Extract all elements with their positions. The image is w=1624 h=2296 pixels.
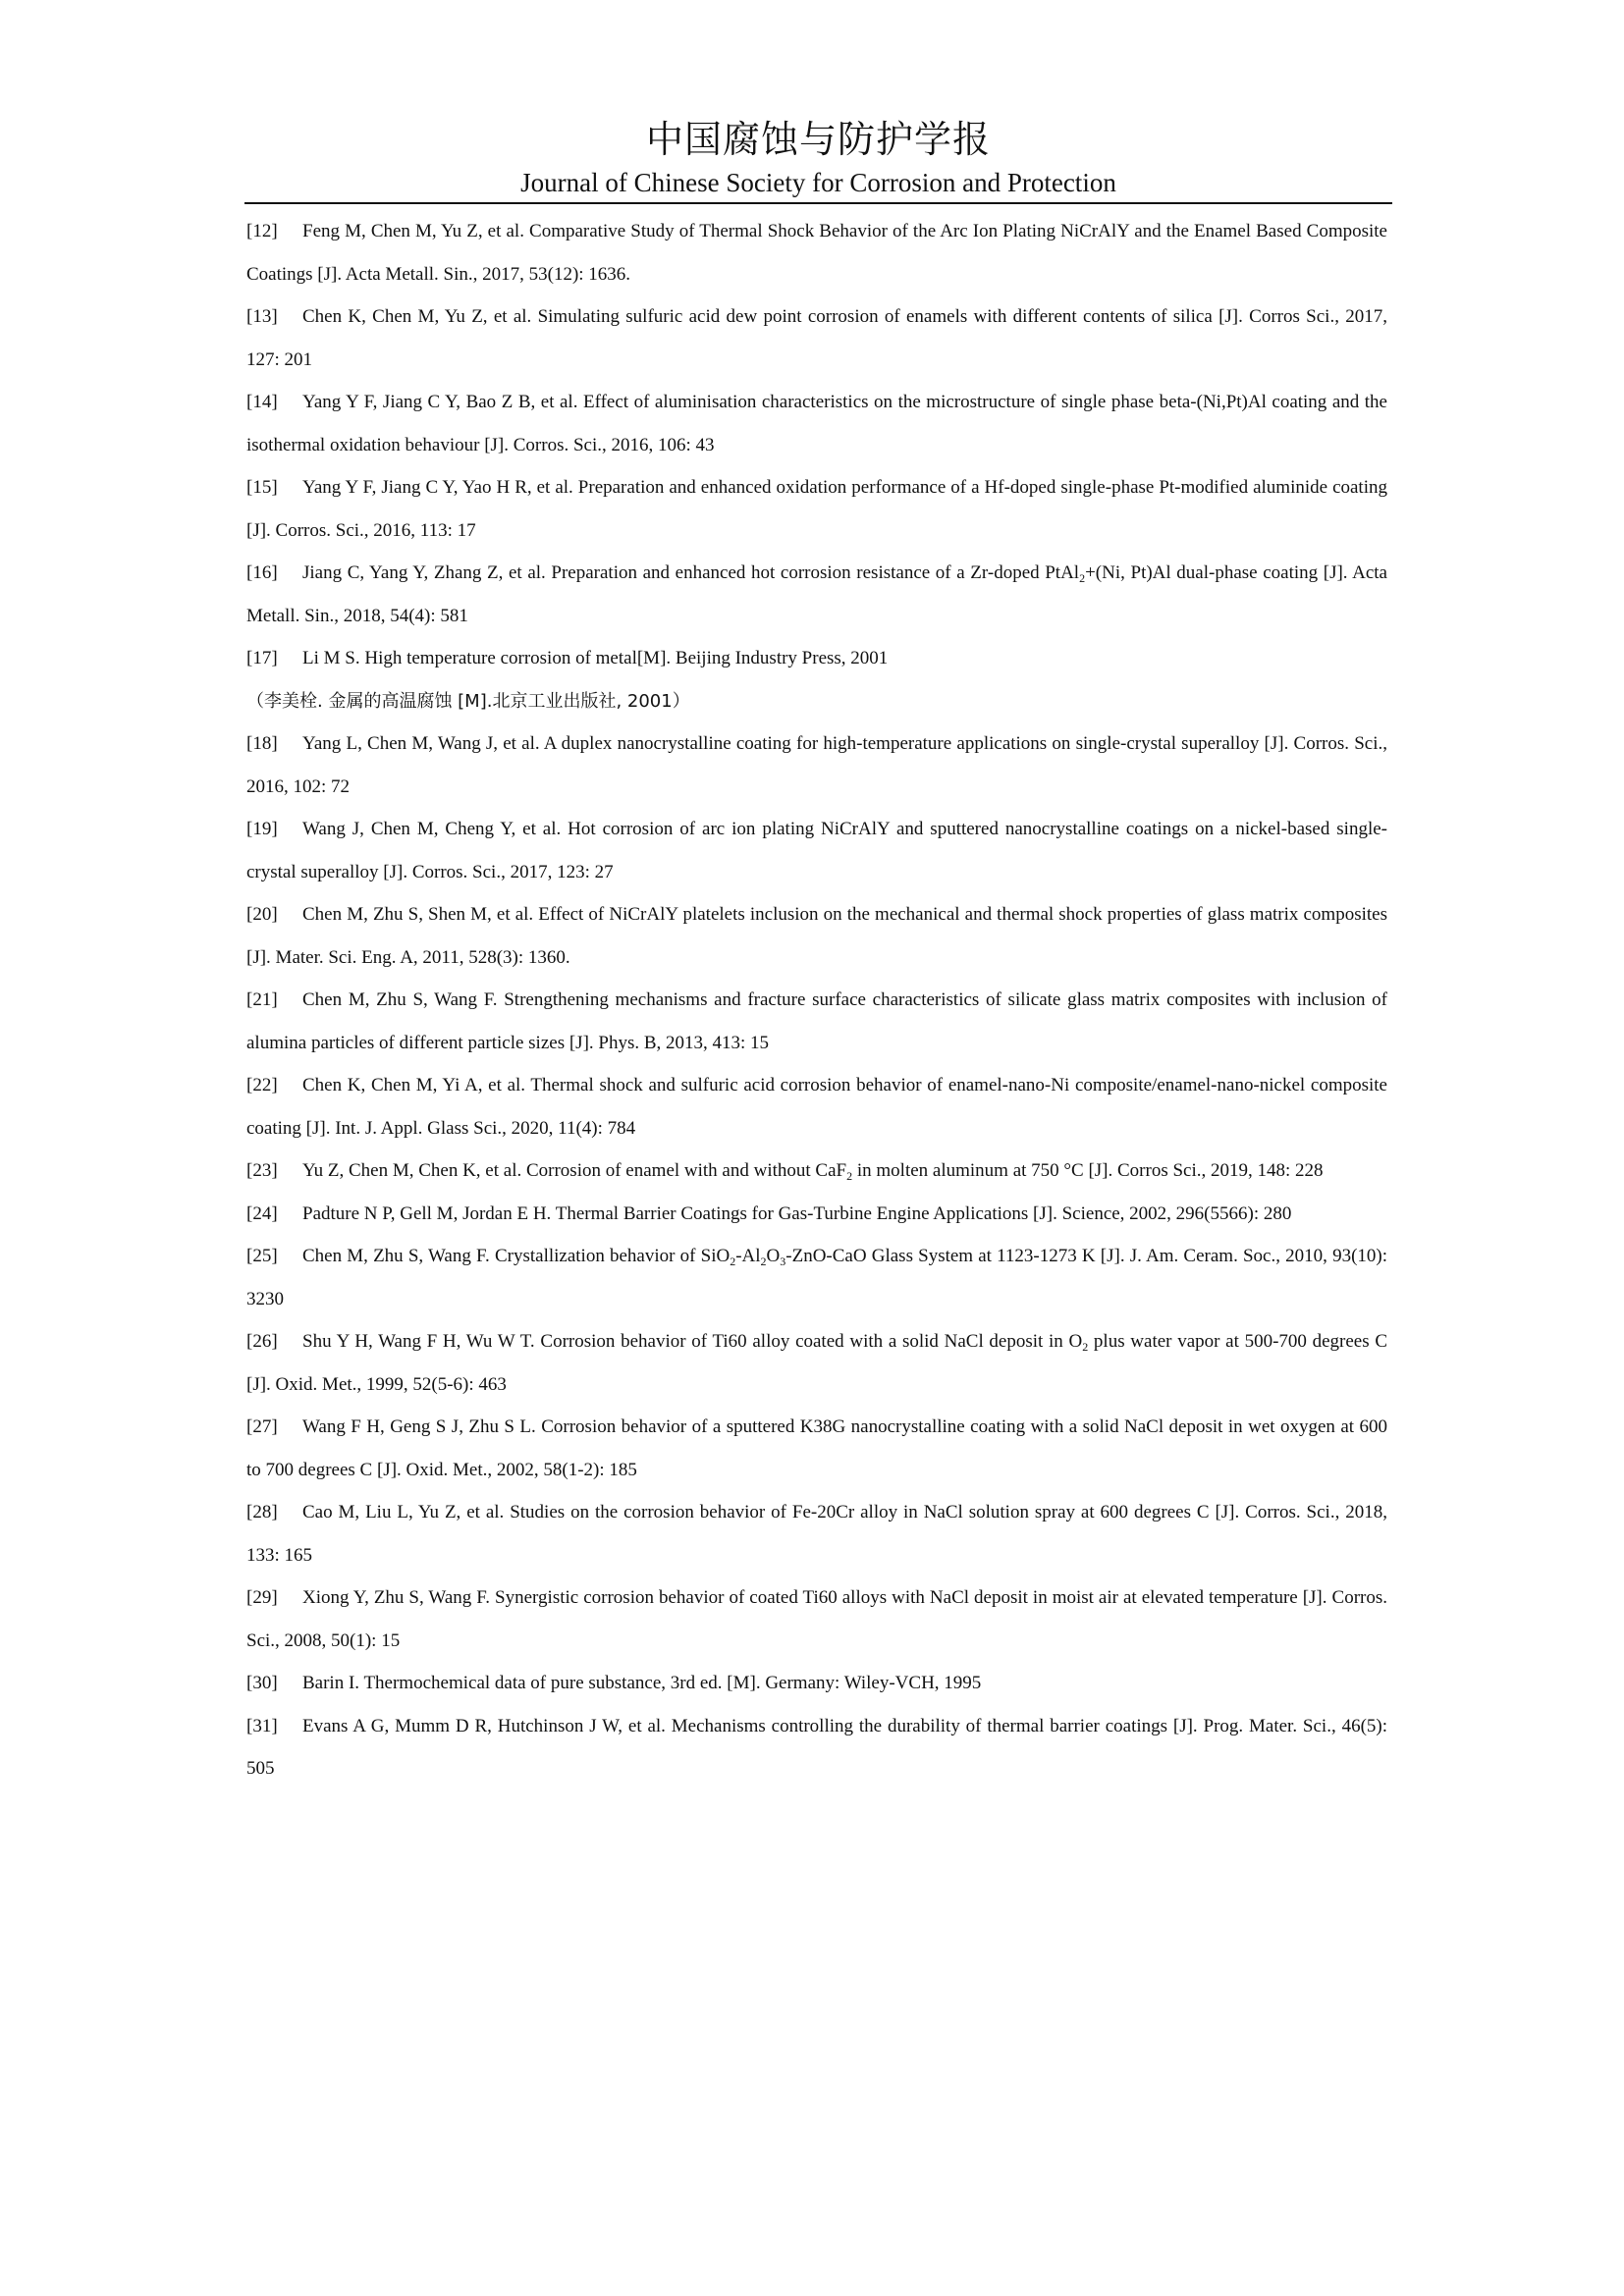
reference-item	[246, 1491, 1387, 1576]
reference-number: [24]	[246, 1202, 278, 1224]
reference-number: [13]	[246, 306, 278, 327]
subscript: 2	[760, 1255, 767, 1268]
subscript: 2	[1082, 1340, 1089, 1354]
reference-number: [19]	[246, 819, 278, 839]
reference-item	[246, 1705, 1387, 1790]
reference-item	[246, 466, 1387, 552]
subscript: 2	[730, 1255, 736, 1268]
reference-number: [26]	[246, 1331, 278, 1352]
reference-text: in molten aluminum at 750 °C [J]. Corros Sci., 2019, 148: 228	[852, 1160, 1324, 1181]
reference-item	[246, 979, 1387, 1064]
reference-item	[246, 1576, 1387, 1662]
reference-number: [16]	[246, 562, 278, 583]
reference-item	[246, 808, 1387, 893]
reference-text: -Al	[735, 1246, 761, 1266]
subscript: 2	[1079, 571, 1086, 585]
reference-text: Li M S. High temperature corrosion of metal[M]. Beijing Industry Press, 2001	[302, 648, 889, 668]
reference-item	[246, 1149, 1387, 1193]
journal-title-chinese: 中国腐蚀与防护学报	[645, 118, 991, 161]
reference-number: [20]	[246, 904, 278, 925]
reference-text: Jiang C, Yang Y, Zhang Z, et al. Preparation and enhanced hot corrosion resistance of a Zr-doped PtAl	[302, 562, 1080, 583]
reference-text: Chen M, Zhu S, Wang F. Strengthening mechanisms and fracture surface characteristics of silicate glass matrix composites with inclusion of alumina particles of different particle sizes [J]. Phys. B, 2013, 413: 15	[246, 989, 1387, 1053]
reference-text: Yang Y F, Jiang C Y, Bao Z B, et al. Effect of aluminisation characteristics on the microstructure of single phase beta-(Ni,Pt)Al coating and the isothermal oxidation behaviour [J]. Corros. Sci., 2016, 106: 43	[246, 392, 1387, 455]
reference-text: Yang Y F, Jiang C Y, Yao H R, et al. Preparation and enhanced oxidation performance of a Hf-doped single-phase Pt-modified aluminide coating [J]. Corros. Sci., 2016, 113: 17	[246, 477, 1387, 541]
reference-item	[246, 1662, 1387, 1705]
reference-number: [21]	[246, 989, 278, 1010]
reference-number: [30]	[246, 1673, 278, 1693]
reference-text: Evans A G, Mumm D R, Hutchinson J W, et al. Mechanisms controlling the durability of thermal barrier coatings [J]. Prog. Mater. Sci., 46(5): 505	[246, 1715, 1387, 1779]
reference-text: Wang J, Chen M, Cheng Y, et al. Hot corrosion of arc ion plating NiCrAlY and sputtered nanocrystalline coatings on a nickel-based single-crystal superalloy [J]. Corros. Sci., 2017, 123: 27	[246, 819, 1387, 882]
reference-text: Barin I. Thermochemical data of pure substance, 3rd ed. [M]. Germany: Wiley-VCH, 1995	[302, 1673, 982, 1693]
reference-text: Cao M, Liu L, Yu Z, et al. Studies on the corrosion behavior of Fe-20Cr alloy in NaCl solution spray at 600 degrees C [J]. Corros. Sci., 2018, 133: 165	[246, 1502, 1387, 1566]
reference-item	[246, 1320, 1387, 1406]
reference-item	[246, 552, 1387, 637]
reference-number: [28]	[246, 1502, 278, 1522]
reference-item-chinese	[246, 680, 1387, 723]
reference-text: -ZnO-CaO Glass System at 1123-1273 K [J]. J. Am. Ceram. Soc., 2010, 93(10): 3230	[246, 1246, 1388, 1309]
reference-number: [22]	[246, 1075, 278, 1095]
reference-text: Padture N P, Gell M, Jordan E H. Thermal Barrier Coatings for Gas-Turbine Engine Applications [J]. Science, 2002, 296(5566): 280	[302, 1202, 1292, 1224]
reference-number: [12]	[246, 221, 278, 241]
reference-number: [17]	[246, 648, 278, 668]
journal-header	[244, 116, 1392, 198]
reference-item	[246, 1235, 1387, 1320]
reference-text: Chen K, Chen M, Yu Z, et al. Simulating sulfuric acid dew point corrosion of enamels with different contents of silica [J]. Corros Sci., 2017, 127: 201	[246, 306, 1387, 370]
reference-text: Chen K, Chen M, Yi A, et al. Thermal shock and sulfuric acid corrosion behavior of enamel-nano-Ni composite/enamel-nano-nickel composite coating [J]. Int. J. Appl. Glass Sci., 2020, 11(4): 784	[246, 1075, 1387, 1139]
reference-text: Wang F H, Geng S J, Zhu S L. Corrosion behavior of a sputtered K38G nanocrystalline coating with a solid NaCl deposit in wet oxygen at 600 to 700 degrees C [J]. Oxid. Met., 2002, 58(1-2): 185	[246, 1416, 1387, 1480]
reference-text-chinese: （李美栓. 金属的高温腐蚀 [M].北京工业出版社, 2001）	[246, 690, 690, 712]
reference-text: O	[766, 1246, 781, 1266]
reference-text: Feng M, Chen M, Yu Z, et al. Comparative Study of Thermal Shock Behavior of the Arc Ion Plating NiCrAlY and the Enamel Based Composite Coatings [J]. Acta Metall. Sin., 2017, 53(12): 1636.	[246, 221, 1387, 285]
reference-text: Shu Y H, Wang F H, Wu W T. Corrosion behavior of Ti60 alloy coated with a solid NaCl deposit in O	[302, 1331, 1083, 1352]
reference-text: Chen M, Zhu S, Shen M, et al. Effect of NiCrAlY platelets inclusion on the mechanical and thermal shock properties of glass matrix composites [J]. Mater. Sci. Eng. A, 2011, 528(3): 1360.	[246, 904, 1387, 968]
reference-text: plus water vapor at 500-700 degrees C [J]. Oxid. Met., 1999, 52(5-6): 463	[246, 1331, 1387, 1395]
header-divider	[244, 202, 1392, 204]
subscript: 3	[780, 1255, 786, 1268]
reference-text: Yang L, Chen M, Wang J, et al. A duplex nanocrystalline coating for high-temperature applications on single-crystal superalloy [J]. Corros. Sci., 2016, 102: 72	[246, 733, 1387, 797]
reference-number: [25]	[246, 1246, 278, 1266]
reference-item	[246, 295, 1387, 381]
reference-text: Chen M, Zhu S, Wang F. Crystallization behavior of SiO	[302, 1246, 731, 1266]
reference-number: [23]	[246, 1160, 278, 1181]
reference-item	[246, 1064, 1387, 1149]
reference-number: [27]	[246, 1416, 278, 1437]
reference-number: [29]	[246, 1587, 278, 1608]
reference-item	[246, 1406, 1387, 1491]
journal-title-english: Journal of Chinese Society for Corrosion and Protection	[520, 168, 1116, 197]
reference-text: Xiong Y, Zhu S, Wang F. Synergistic corrosion behavior of coated Ti60 alloys with NaCl deposit in moist air at elevated temperature [J]. Corros. Sci., 2008, 50(1): 15	[246, 1587, 1387, 1651]
reference-item	[246, 893, 1387, 979]
reference-item	[246, 1193, 1387, 1236]
reference-text: Yu Z, Chen M, Chen K, et al. Corrosion of enamel with and without CaF	[302, 1160, 847, 1181]
reference-number: [15]	[246, 477, 278, 498]
reference-number: [31]	[246, 1715, 278, 1736]
reference-number: [18]	[246, 733, 278, 754]
reference-item	[246, 381, 1387, 466]
reference-number: [14]	[246, 392, 278, 412]
reference-text: +(Ni, Pt)Al dual-phase coating [J]. Acta Metall. Sin., 2018, 54(4): 581	[246, 562, 1387, 626]
reference-item	[246, 210, 1387, 295]
reference-item	[246, 637, 1387, 680]
subscript: 2	[846, 1169, 853, 1183]
reference-item	[246, 722, 1387, 808]
reference-list	[246, 210, 1387, 1790]
